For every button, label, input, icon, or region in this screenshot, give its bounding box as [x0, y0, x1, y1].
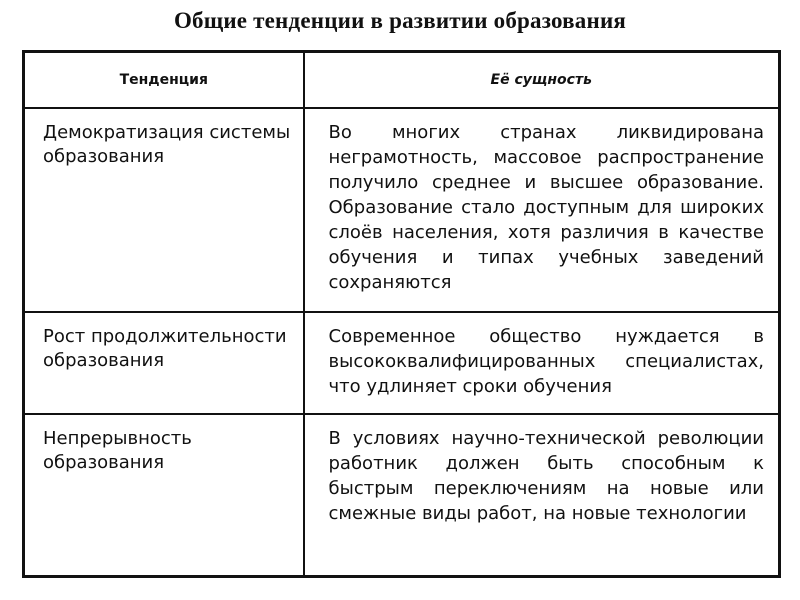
- page-title: Общие тенденции в развитии образования: [173, 8, 627, 33]
- header-essence: Её сущность: [304, 52, 780, 109]
- table-row: [24, 414, 780, 577]
- trend-cell: Рост продолжительности образования: [24, 312, 304, 414]
- header-trend: Тенденция: [24, 52, 304, 109]
- trend-cell: Непрерывность образования: [24, 414, 304, 577]
- essence-cell: В условиях научно-технической революции работник должен быть способным к быстрым переключениям на новые или смежные виды работ, на новые технологии: [304, 414, 780, 577]
- trend-cell: Демократизация системы образования: [24, 108, 304, 312]
- essence-cell: Современное общество нуждается в высококвалифицированных специалистах, что удлиняет сроки обучения: [304, 312, 780, 414]
- essence-cell: Во многих странах ликвидирована неграмотность, массовое распространение получило среднее и высшее образование. Образование стало доступным для широких слоёв населения, хотя различия в качестве обучения и типах учебных заведений сохраняются: [304, 108, 780, 312]
- table-row: [24, 312, 780, 414]
- table-header-row: [24, 52, 780, 109]
- table-row: [24, 108, 780, 312]
- trends-table: [22, 50, 781, 578]
